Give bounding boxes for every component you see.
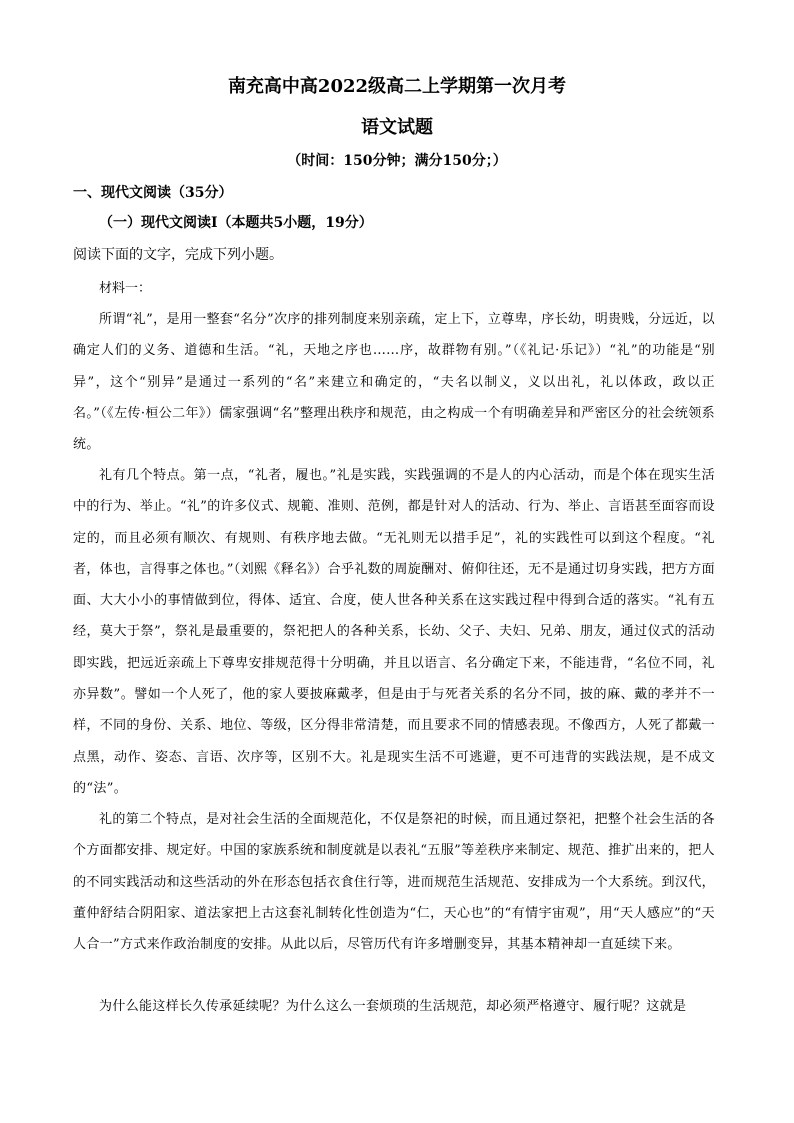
reading-instruction: 阅读下面的文字，完成下列小题。 [73, 247, 283, 263]
paragraph: 礼的第二个特点，是对社会生活的全面规范化，不仅是祭祀的时候，而且通过祭祀，把整个社会生活的各个方面都安排、规定好。中国的家族系统和制度就是以表礼“五服”等差秩序来制定、规范、推扩出来的，把人的不同实践活动和这些活动的外在形态包括衣食住行等，进而规范生活规范、安排成为一个大系统。到汉代，董仲舒结合阴阳家、道法家把上古这套礼制转化性创造为“仁，天心也”的“有情宇宙观”，用“天人感应”的“天人合一”方式来作政治制度的安排。从此以后，尽管历代有许多增删变异，其基本精神却一直延续下来。 [73, 812, 715, 953]
paragraph: 礼有几个特点。第一点，“礼者，履也。”礼是实践，实践强调的不是人的内心活动，而是个体在现实生活中的行为、举止。“礼”的许多仪式、规範、准则、范例，都是针对人的活动、行为、举止、言语甚至面容而设定的，而且必须有顺次、有规则、有秩序地去做。“无礼则无以措手足”，礼的实践性可以到这个程度。“礼者，体也，言得事之体也。”（刘熙《释名》）合乎礼数的周旋酬对、俯仰往还，无不是通过切身实践，把方方面面、大大小小的事情做到位，得体、适宜、合度，使人世各种关系在这实践过程中得到合适的落实。“礼有五经，莫大于祭”，祭礼是最重要的，祭祀把人的各种关系，长幼、父子、夫妇、兄弟、朋友，通过仪式的活动即实践，把远近亲疏上下尊卑安排规范得十分明确，并且以语言、名分确定下来，不能违背，“名位不同，礼亦异数”。譬如一个人死了，他的家人要披麻戴孝，但是由于与死者关系的名分不同，披的麻、戴的孝并不一样，不同的身份、关系、地位、等级，区分得非常清楚，而且要求不同的情感表现。不像西方，人死了都戴一点黑，动作、姿态、言语、次序等，区别不大。礼是现实生活不可逃避，更不可违背的实践法规，是不成文的“法”。 [73, 468, 715, 796]
exam-title: 南充高中高2022级高二上学期第一次月考 [227, 76, 567, 97]
subsection-heading: （一）现代文阅读Ⅰ（本题共5小题，19分） [99, 215, 373, 231]
subject-title: 语文试题 [361, 117, 433, 138]
section-heading: 一、现代文阅读（35分） [73, 185, 233, 201]
material-label: 材料一： [99, 281, 152, 296]
paragraph: 为什么能这样长久传承延续呢？为什么这么一套烦琐的生活规范，却必须严格遵守、履行呢？这就是 [99, 999, 687, 1014]
exam-info: （时间：150分钟；满分150分；） [287, 153, 507, 169]
paragraph: 所谓“礼”，是用一整套“名分”次序的排列制度来别亲疏，定上下，立尊卑，序长幼，明贵贱，分远近，以确定人们的义务、道德和生活。“礼，天地之序也……序，故群物有别。”（《礼记·乐记》）“礼”的功能是“别异”，这个“别异”是通过一系列的“名”来建立和确定的，“夫名以制义，义以出礼，礼以体政，政以正名。”（《左传·桓公二年》）儒家强调“名”整理出秩序和规范，由之构成一个有明确差异和严密区分的社会统领系统。 [73, 312, 715, 453]
